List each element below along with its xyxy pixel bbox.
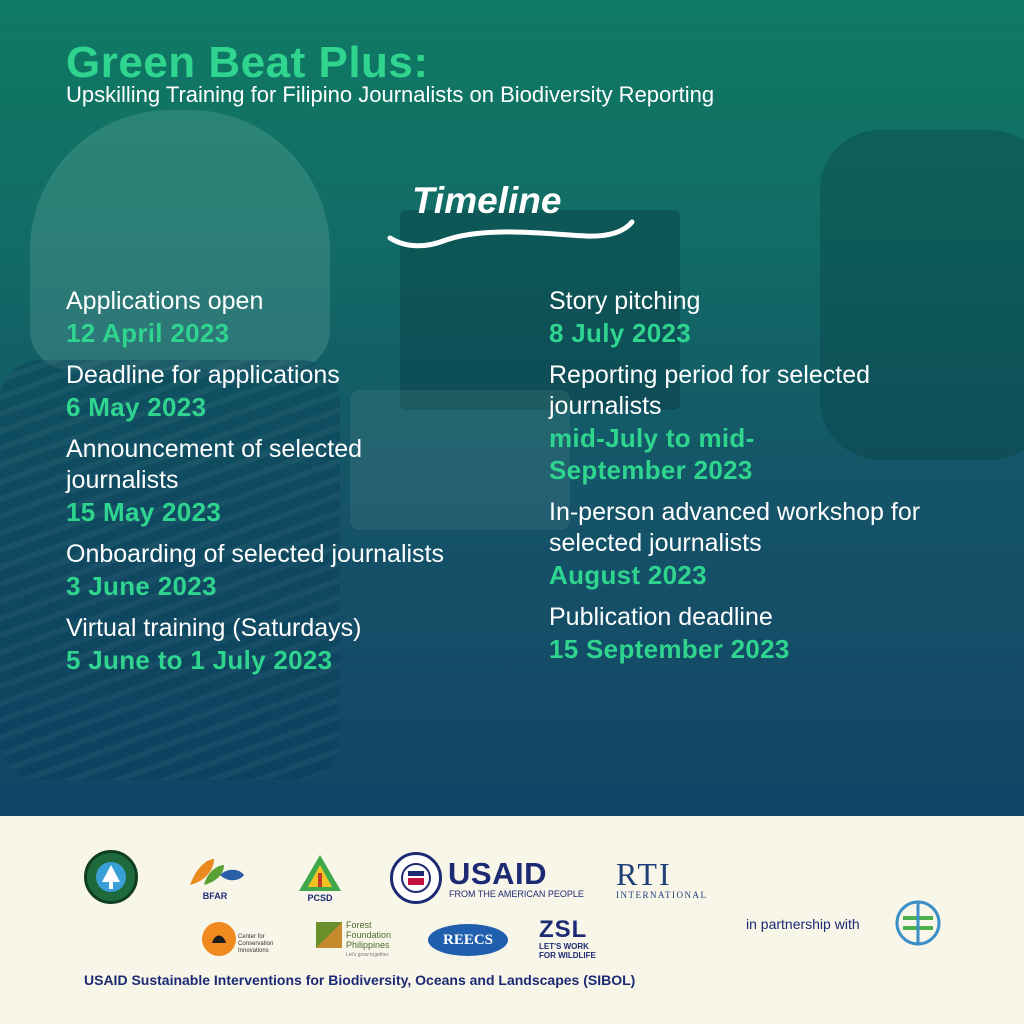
bfar-logo: [180, 852, 250, 904]
timeline-item-label: Story pitching: [549, 287, 701, 315]
timeline-item-label: Publication deadline: [549, 603, 773, 631]
usaid-seal-icon: [390, 852, 442, 904]
timeline-item-date: 5 June to 1 July 2023: [66, 645, 333, 675]
circular-emblem-icon: [893, 898, 943, 948]
timeline-item-label: Announcement of selected journalists: [66, 435, 363, 494]
timeline-item-label: Onboarding of selected journalists: [66, 540, 445, 568]
asean-partner-logo: [893, 898, 943, 948]
reecs-logo: [428, 924, 508, 956]
timeline-item-label: Virtual training (Saturdays): [66, 614, 362, 642]
timeline-item-label: Deadline for applications: [66, 361, 340, 389]
timeline-item: [549, 497, 969, 591]
rti-wordmark: RTI: [616, 856, 672, 892]
timeline-left-column: [66, 286, 536, 687]
ffp-line: Forest: [346, 920, 372, 930]
zsl-tagline-line: FOR WILDLIFE: [539, 951, 596, 960]
pcsd-logo: [294, 850, 346, 906]
timeline-item-date: 15 May 2023: [66, 497, 222, 527]
timeline-item-date: 6 May 2023: [66, 392, 207, 422]
timeline-item: [549, 360, 949, 486]
reecs-label: REECS: [442, 931, 494, 948]
timeline-item-label: Reporting period for selected journalists: [549, 361, 871, 420]
timeline-item-date: 8 July 2023: [549, 318, 692, 348]
cci-label: Center for Conservation Innovations: [238, 934, 274, 954]
ffp-tagline: Let's grow together.: [346, 952, 390, 958]
denr-seal-logo: [84, 850, 138, 904]
ffp-logo-icon: [316, 922, 342, 948]
pcsd-label: PCSD: [307, 893, 333, 903]
ffp-line: Philippines: [346, 940, 390, 950]
timeline-item: [66, 360, 536, 423]
timeline-item: [66, 286, 536, 349]
program-title: Green Beat Plus:: [66, 38, 429, 87]
timeline-item: [66, 613, 536, 676]
partnership-label: in partnership with: [746, 916, 860, 932]
usaid-tagline: FROM THE AMERICAN PEOPLE: [449, 889, 584, 899]
partner-logos-footer: [0, 816, 1024, 1024]
rti-tagline: INTERNATIONAL: [616, 890, 708, 900]
tree-icon: [94, 860, 128, 894]
ffp-line: Foundation: [346, 930, 392, 940]
program-footer-text: USAID Sustainable Interventions for Biodiversity, Oceans and Landscapes (SIBOL): [84, 972, 636, 988]
timeline-item: [549, 602, 969, 665]
fish-wheat-icon: [184, 855, 246, 891]
timeline-item-date: mid-July to mid-September 2023: [549, 423, 755, 485]
timeline-item-date: 15 September 2023: [549, 634, 790, 664]
zsl-tagline: [539, 942, 596, 960]
ffp-wordmark: [346, 920, 391, 960]
timeline-item: [66, 434, 446, 528]
timeline-item: [66, 539, 536, 602]
zsl-tagline-line: LET'S WORK: [539, 942, 589, 951]
program-subtitle: Upskilling Training for Filipino Journalists on Biodiversity Reporting: [66, 82, 715, 107]
timeline-item-label: Applications open: [66, 287, 264, 315]
triangle-leaf-icon: [297, 853, 343, 893]
timeline-right-column: [549, 286, 969, 676]
usaid-wordmark: USAID: [448, 856, 547, 891]
timeline-item: [549, 286, 969, 349]
zsl-wordmark: ZSL: [539, 916, 588, 943]
timeline-heading: Timeline: [412, 180, 562, 221]
cci-logo-icon: [202, 922, 236, 956]
timeline-item-date: August 2023: [549, 560, 707, 590]
timeline-item-date: 12 April 2023: [66, 318, 230, 348]
timeline-item-label: In-person advanced workshop for selected journalists: [549, 498, 921, 557]
swoosh-underline-icon: [386, 214, 636, 254]
timeline-item-date: 3 June 2023: [66, 571, 217, 601]
bfar-label: BFAR: [202, 891, 228, 901]
